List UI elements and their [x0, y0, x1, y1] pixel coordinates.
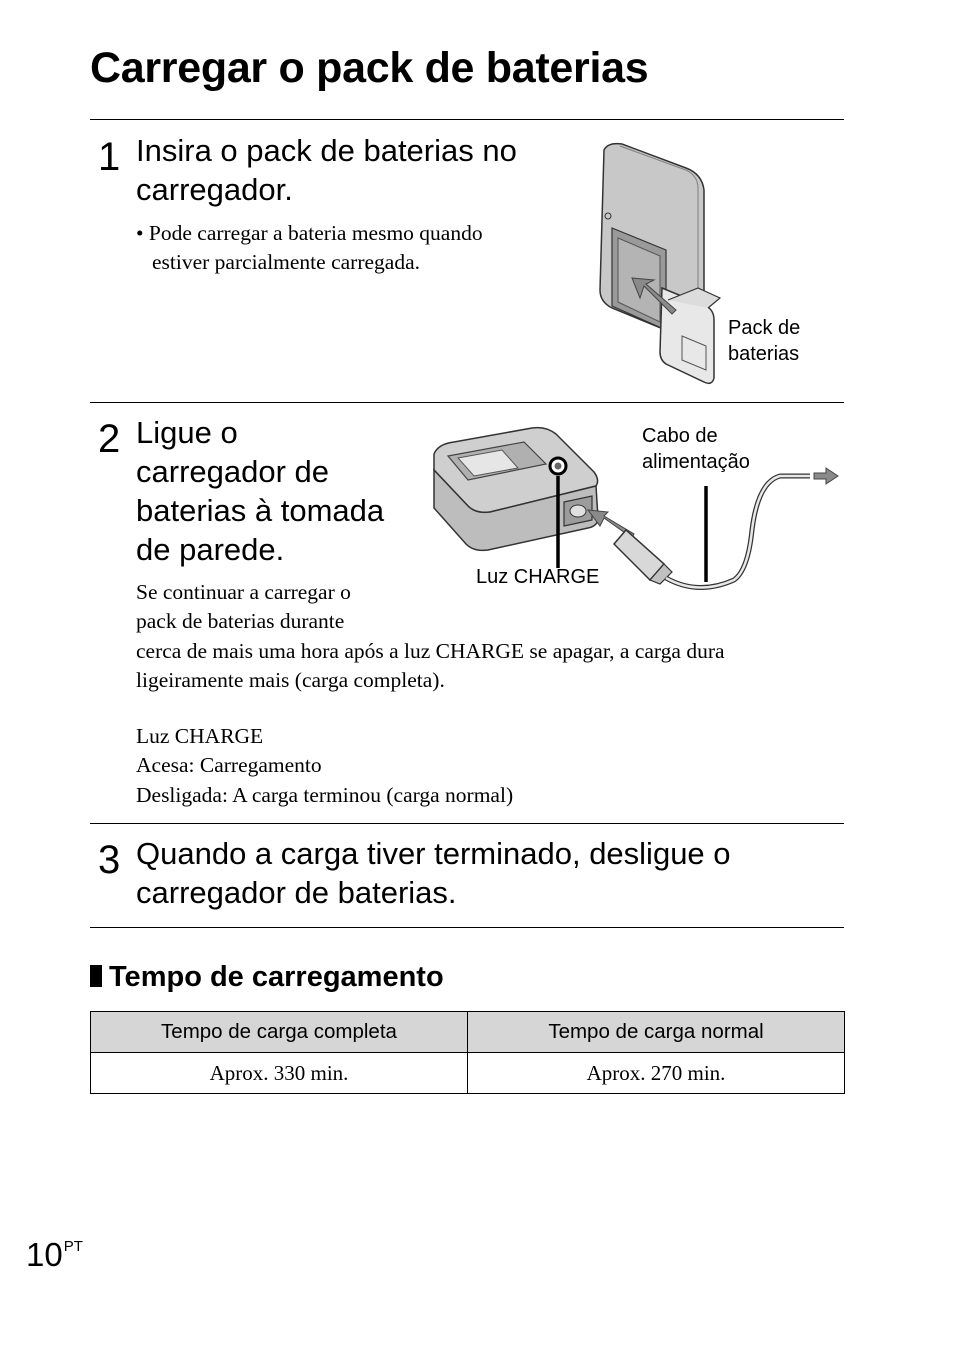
battery-pack-label-line: Pack de [728, 317, 801, 339]
title-rule [90, 119, 844, 120]
step-2-title-line: carregador de [136, 454, 330, 489]
table-header-cell: Tempo de carga normal [468, 1012, 845, 1053]
step-1-number: 1 [98, 135, 121, 179]
table-row [91, 1053, 845, 1094]
step-2-title [136, 413, 384, 569]
step-1-title-line: Insira o pack de baterias no [136, 133, 517, 168]
step-2-body [136, 578, 725, 695]
charge-light-legend-line: Acesa: Carregamento [136, 753, 322, 778]
power-cable-label-line: Cabo de [642, 425, 718, 447]
battery-insertion-illustration [590, 138, 730, 388]
step-1-note-line: • Pode carregar a bateria mesmo quando [136, 221, 483, 245]
page-number-value: 10 [26, 1236, 63, 1273]
table-header-row [91, 1012, 845, 1053]
step-2-body-line: cerca de mais uma hora após a luz CHARGE se apagar, a carga dura [136, 638, 725, 663]
charging-time-heading [90, 961, 444, 994]
section-marker-icon [90, 965, 102, 987]
charge-light-label: Luz CHARGE [476, 566, 600, 588]
battery-pack-label-line: baterias [728, 343, 800, 365]
step-2-title-line: de parede. [136, 532, 285, 567]
charge-light-legend [136, 722, 513, 810]
step-3-number: 3 [98, 838, 121, 882]
battery-pack-label [728, 315, 800, 367]
step-1-title [136, 131, 517, 209]
step-1-note [136, 219, 483, 278]
page-number [26, 1236, 83, 1274]
step-2-body-line: pack de baterias durante [136, 609, 345, 634]
charging-time-table [90, 1011, 845, 1094]
step-3-title-line: carregador de baterias. [136, 875, 457, 910]
page-title: Carregar o pack de baterias [90, 44, 649, 92]
power-cable-label-line: alimentação [642, 451, 750, 473]
step-1-rule [90, 402, 844, 403]
power-cable-label [642, 423, 750, 475]
table-header-cell: Tempo de carga completa [91, 1012, 468, 1053]
table-cell: Aprox. 330 min. [91, 1053, 468, 1094]
charge-light-legend-line: Luz CHARGE [136, 724, 264, 748]
step-1-note-line: estiver parcialmente carregada. [152, 250, 420, 275]
charging-time-heading-text: Tempo de carregamento [109, 961, 444, 993]
table-cell: Aprox. 270 min. [468, 1053, 845, 1094]
step-3-rule [90, 927, 844, 928]
step-2-body-line: Se continuar a carregar o [136, 580, 351, 604]
step-2-title-line: Ligue o [136, 415, 238, 450]
charge-light-legend-line: Desligada: A carga terminou (carga normal) [136, 782, 514, 807]
step-2-title-line: baterias à tomada [136, 493, 385, 528]
step-3-title-line: Quando a carga tiver terminado, desligue o [136, 836, 731, 871]
step-3-title [136, 834, 731, 912]
step-2-body-line: ligeiramente mais (carga completa). [136, 667, 445, 692]
step-2-rule [90, 823, 844, 824]
step-1-title-line: carregador. [136, 172, 293, 207]
step-2-number: 2 [98, 417, 121, 461]
page-language-code: PT [63, 1238, 83, 1255]
